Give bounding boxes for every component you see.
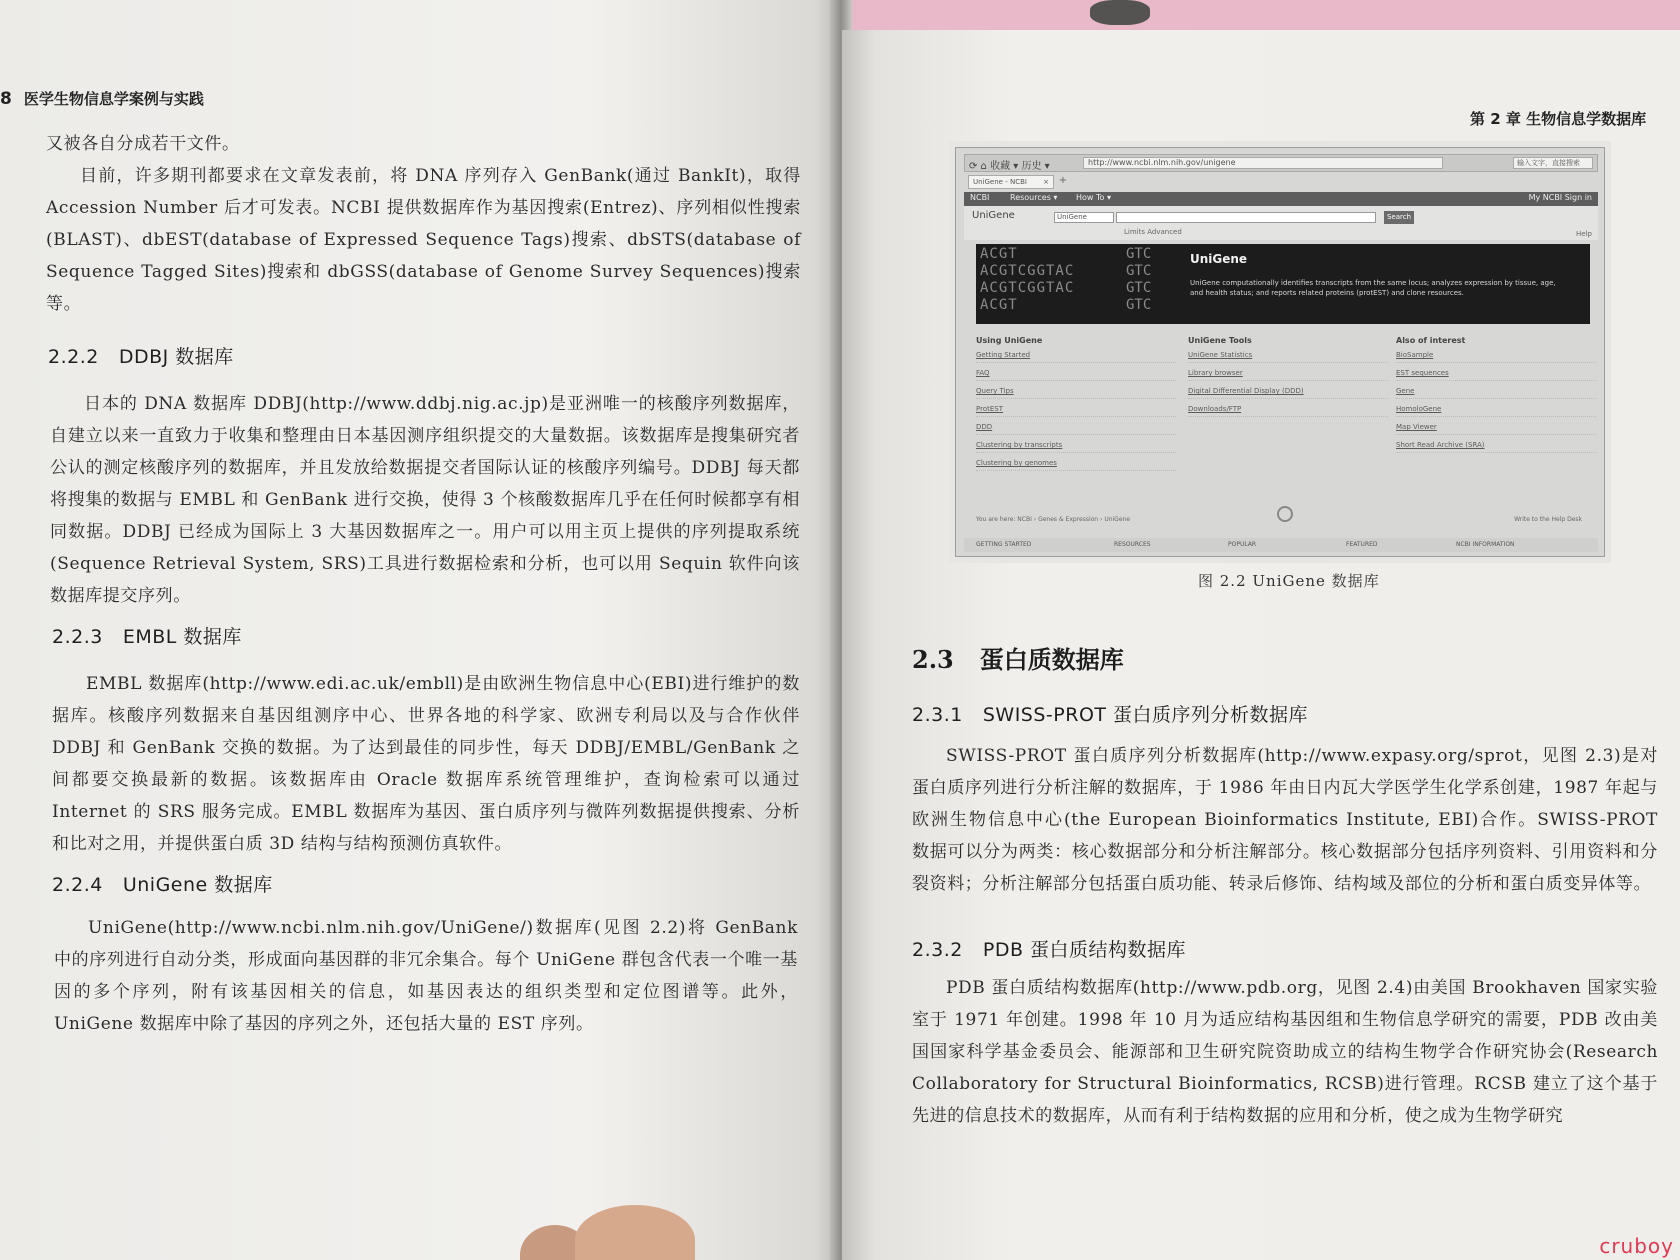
ncbi-logo[interactable]: NCBI <box>970 193 990 202</box>
footer-nav <box>964 538 1598 552</box>
footer-tab-ncbi-information[interactable]: NCBI INFORMATION <box>1456 541 1515 548</box>
section-heading-2-3-2 <box>912 935 1186 962</box>
link-library-browser[interactable]: Library browser <box>1188 369 1388 381</box>
db-select[interactable]: UniGene <box>1054 212 1114 223</box>
paragraph: SWISS-PROT 蛋白质序列分析数据库(http://www.expasy.org/sprot，见图 2.3)是对蛋白质序列进行分析注解的数据库，于 1986 年由日内瓦大学医学生化学系创建，1987 年起与欧洲生物信息中心(the European Bioinformatics Institute, EBI)合作。SWISS-PROT 数据可以分为两类：核心数据部分和分析注解部分。核心数据部分包括序列资料、引用资料和分裂资料；分析注解部分包括蛋白质功能、转录后修饰、结构域及部位的分析和蛋白质变异体等。 <box>912 746 1658 894</box>
link-faq[interactable]: FAQ <box>976 369 1176 381</box>
section-number: 2.3 <box>912 645 954 674</box>
section-number: 2.3.2 <box>912 939 963 961</box>
footer-tab-featured[interactable]: FEATURED <box>1346 541 1378 548</box>
link-biosample[interactable]: BioSample <box>1396 351 1596 363</box>
column-unigene-tools <box>1188 336 1388 423</box>
section-title: DDBJ 数据库 <box>118 346 234 368</box>
link-gene[interactable]: Gene <box>1396 387 1596 399</box>
section-title: EMBL 数据库 <box>122 626 242 648</box>
footer-tab-getting-started[interactable]: GETTING STARTED <box>976 541 1032 548</box>
resources-menu[interactable]: Resources ▾ <box>1010 193 1058 202</box>
column-heading: UniGene Tools <box>1188 336 1252 345</box>
section-number: 2.2.2 <box>48 346 99 368</box>
unigene-search-area <box>964 206 1598 240</box>
link-ddd[interactable]: DDD <box>976 423 1176 435</box>
link-clustering-transcripts[interactable]: Clustering by transcripts <box>976 441 1176 453</box>
section-number: 2.2.3 <box>52 626 103 648</box>
right-running-head: 第 2 章 生物信息学数据库 <box>1470 110 1647 128</box>
section-number: 2.2.4 <box>52 874 103 896</box>
left-running-head <box>0 88 204 109</box>
section-heading-2-2-4 <box>52 870 273 897</box>
section-title: PDB 蛋白质结构数据库 <box>982 939 1187 961</box>
ncbi-top-bar <box>964 192 1598 206</box>
intro-paragraph: 目前，许多期刊都要求在文章发表前，将 DNA 序列存入 GenBank(通过 BankIt)，取得 Accession Number 后才可发表。NCBI 提供数据库作为基因搜索(Entrez)、序列相似性搜索(BLAST)、dbEST(database of Expressed Sequence Tags)搜索、dbSTS(database of Sequence Tagged Sites)搜索和 dbGSS(database of Genome Survey Sequences)搜索等。 <box>46 166 801 314</box>
section-heading-2-3-1 <box>912 700 1308 727</box>
intro-line-1: 又被各自分成若干文件。 <box>46 134 240 154</box>
new-tab-icon[interactable]: + <box>1058 175 1068 186</box>
intro-text <box>46 128 801 320</box>
browser-nav-buttons[interactable]: ⟳ ⌂ 收藏 ▾ 历史 ▾ <box>969 161 1050 172</box>
book-title: 医学生物信息学案例与实践 <box>23 90 204 108</box>
footer-tab-resources[interactable]: RESOURCES <box>1114 541 1151 548</box>
section-title: UniGene 数据库 <box>122 874 273 896</box>
link-query-tips[interactable]: Query Tips <box>976 387 1176 399</box>
search-button[interactable]: Search <box>1384 211 1414 224</box>
column-also-of-interest <box>1396 336 1596 459</box>
column-heading: Using UniGene <box>976 336 1043 345</box>
section-body-unigene <box>54 912 798 1040</box>
browser-toolbar <box>964 154 1598 172</box>
section-body-swissprot <box>912 740 1658 900</box>
link-map-viewer[interactable]: Map Viewer <box>1396 423 1596 435</box>
help-link[interactable]: Help <box>1576 230 1592 238</box>
link-ddd-tool[interactable]: Digital Differential Display (DDD) <box>1188 387 1388 399</box>
figure-caption: 图 2.2 UniGene 数据库 <box>1198 572 1380 590</box>
dna-sequence-art-right: GTC GTC GTC GTC <box>1126 246 1152 313</box>
link-clustering-genomes[interactable]: Clustering by genomes <box>976 459 1176 471</box>
paragraph: PDB 蛋白质结构数据库(http://www.pdb.org，见图 2.4)由美国 Brookhaven 国家实验室于 1971 年创建。1998 年 10 月为适应结构基因组和生物信息学研究的需要，PDB 改由美国国家科学基金委员会、能源部和卫生研究院资助成立的结构生物学合作研究协会(Research Collaboratory for Structural Bioinformatics, RCSB)进行管理。RCSB 建立了这个基于先进的信息技术的数据库，从而有利于结构数据的应用和分析，使之成为生物学研究 <box>912 978 1658 1126</box>
unigene-banner <box>976 244 1590 324</box>
link-getting-started[interactable]: Getting Started <box>976 351 1176 363</box>
section-heading-2-3 <box>912 640 1124 675</box>
background-dark-spot <box>1090 0 1150 25</box>
banner-description: UniGene computationally identifies transcripts from the same locus; analyzes expression by tissue, age, and health status; and reports related proteins (protEST) and clone resources. <box>1190 279 1556 297</box>
link-protest[interactable]: ProtEST <box>976 405 1176 417</box>
link-unigene-statistics[interactable]: UniGene Statistics <box>1188 351 1388 363</box>
section-title: 蛋白质数据库 <box>979 645 1124 674</box>
howto-menu[interactable]: How To ▾ <box>1076 193 1111 202</box>
section-heading-2-2-3 <box>52 622 242 649</box>
tab-close-icon[interactable]: × <box>1043 178 1049 186</box>
paragraph: UniGene(http://www.ncbi.nlm.nih.gov/UniGene/)数据库(见图 2.2)将 GenBank 中的序列进行自动分类，形成面向基因群的非冗余集合。每个 UniGene 群包含代表一个唯一基因的多个序列，附有该基因相关的信息，如基因表达的组织类型和定位图谱等。此外，UniGene 数据库中除了基因的序列之外，还包括大量的 EST 序列。 <box>54 918 798 1034</box>
section-number: 2.3.1 <box>912 704 963 726</box>
section-body-embl <box>52 668 800 860</box>
dna-sequence-art: ACGT ACGTCGGTAC ACGTCGGTAC ACGT <box>980 246 1075 313</box>
help-desk-link[interactable]: Write to the Help Desk <box>1514 516 1582 523</box>
link-downloads-ftp[interactable]: Downloads/FTP <box>1188 405 1388 417</box>
banner-title: UniGene <box>1190 252 1248 266</box>
unigene-screenshot-figure <box>955 147 1605 557</box>
column-heading: Also of interest <box>1396 336 1466 345</box>
tab-label: UniGene - NCBI <box>973 178 1027 186</box>
column-using-unigene <box>976 336 1176 477</box>
browser-search-box[interactable]: 输入文字，直接搜索 <box>1513 157 1593 169</box>
browser-tab[interactable] <box>968 175 1054 189</box>
search-input[interactable] <box>1116 212 1376 223</box>
link-est-sequences[interactable]: EST sequences <box>1396 369 1596 381</box>
breadcrumb-path[interactable]: You are here: NCBI › Genes & Expression › UniGene <box>976 516 1131 523</box>
breadcrumb <box>976 516 1590 523</box>
paragraph: EMBL 数据库(http://www.edi.ac.uk/embll)是由欧洲生物信息中心(EBI)进行维护的数据库。核酸序列数据来自基因组测序中心、世界各地的科学家、欧洲专利局以及与合作伙伴 DDBJ 和 GenBank 交换的数据。为了达到最佳的同步性，每天 DDBJ/EMBL/GenBank 之间都要交换最新的数据。该数据库由 Oracle 数据库系统管理维护，查询检索可以通过 Internet 的 SRS 服务完成。EMBL 数据库为基因、蛋白质序列与微阵列数据提供搜索、分析和比对之用，并提供蛋白质 3D 结构与结构预测仿真软件。 <box>52 674 800 854</box>
section-body-ddbj <box>50 388 800 612</box>
section-heading-2-2-2 <box>48 342 234 369</box>
page-number: 8 <box>0 89 12 109</box>
browser-url-bar[interactable]: http://www.ncbi.nlm.nih.gov/unigene <box>1083 157 1443 169</box>
footer-tab-popular[interactable]: POPULAR <box>1228 541 1257 548</box>
section-title: SWISS-PROT 蛋白质序列分析数据库 <box>982 704 1309 726</box>
my-ncbi-link[interactable]: My NCBI Sign in <box>1528 193 1592 202</box>
watermark-text: cruboy <box>1599 1234 1674 1258</box>
db-label: UniGene <box>972 210 1015 221</box>
section-body-pdb <box>912 972 1658 1132</box>
link-homologene[interactable]: HomoloGene <box>1396 405 1596 417</box>
link-sra[interactable]: Short Read Archive (SRA) <box>1396 441 1596 453</box>
limits-advanced-links[interactable]: Limits Advanced <box>1124 228 1182 236</box>
paragraph: 日本的 DNA 数据库 DDBJ(http://www.ddbj.nig.ac.jp)是亚洲唯一的核酸序列数据库，自建立以来一直致力于收集和整理由日本基因测序组织提交的大量数据。该数据库是搜集研究者公认的测定核酸序列的数据库，并且发放给数据提交者国际认证的核酸序列编号。DDBJ 每天都将搜集的数据与 EMBL 和 GenBank 进行交换，使得 3 个核酸数据库几乎在任何时候都享有相同数据。DDBJ 已经成为国际上 3 大基因数据库之一。用户可以用主页上提供的序列提取系统(Sequence Retrieval System, SRS)工具进行数据检索和分析，也可以用 Sequin 软件向该数据库提交序列。 <box>50 394 800 606</box>
